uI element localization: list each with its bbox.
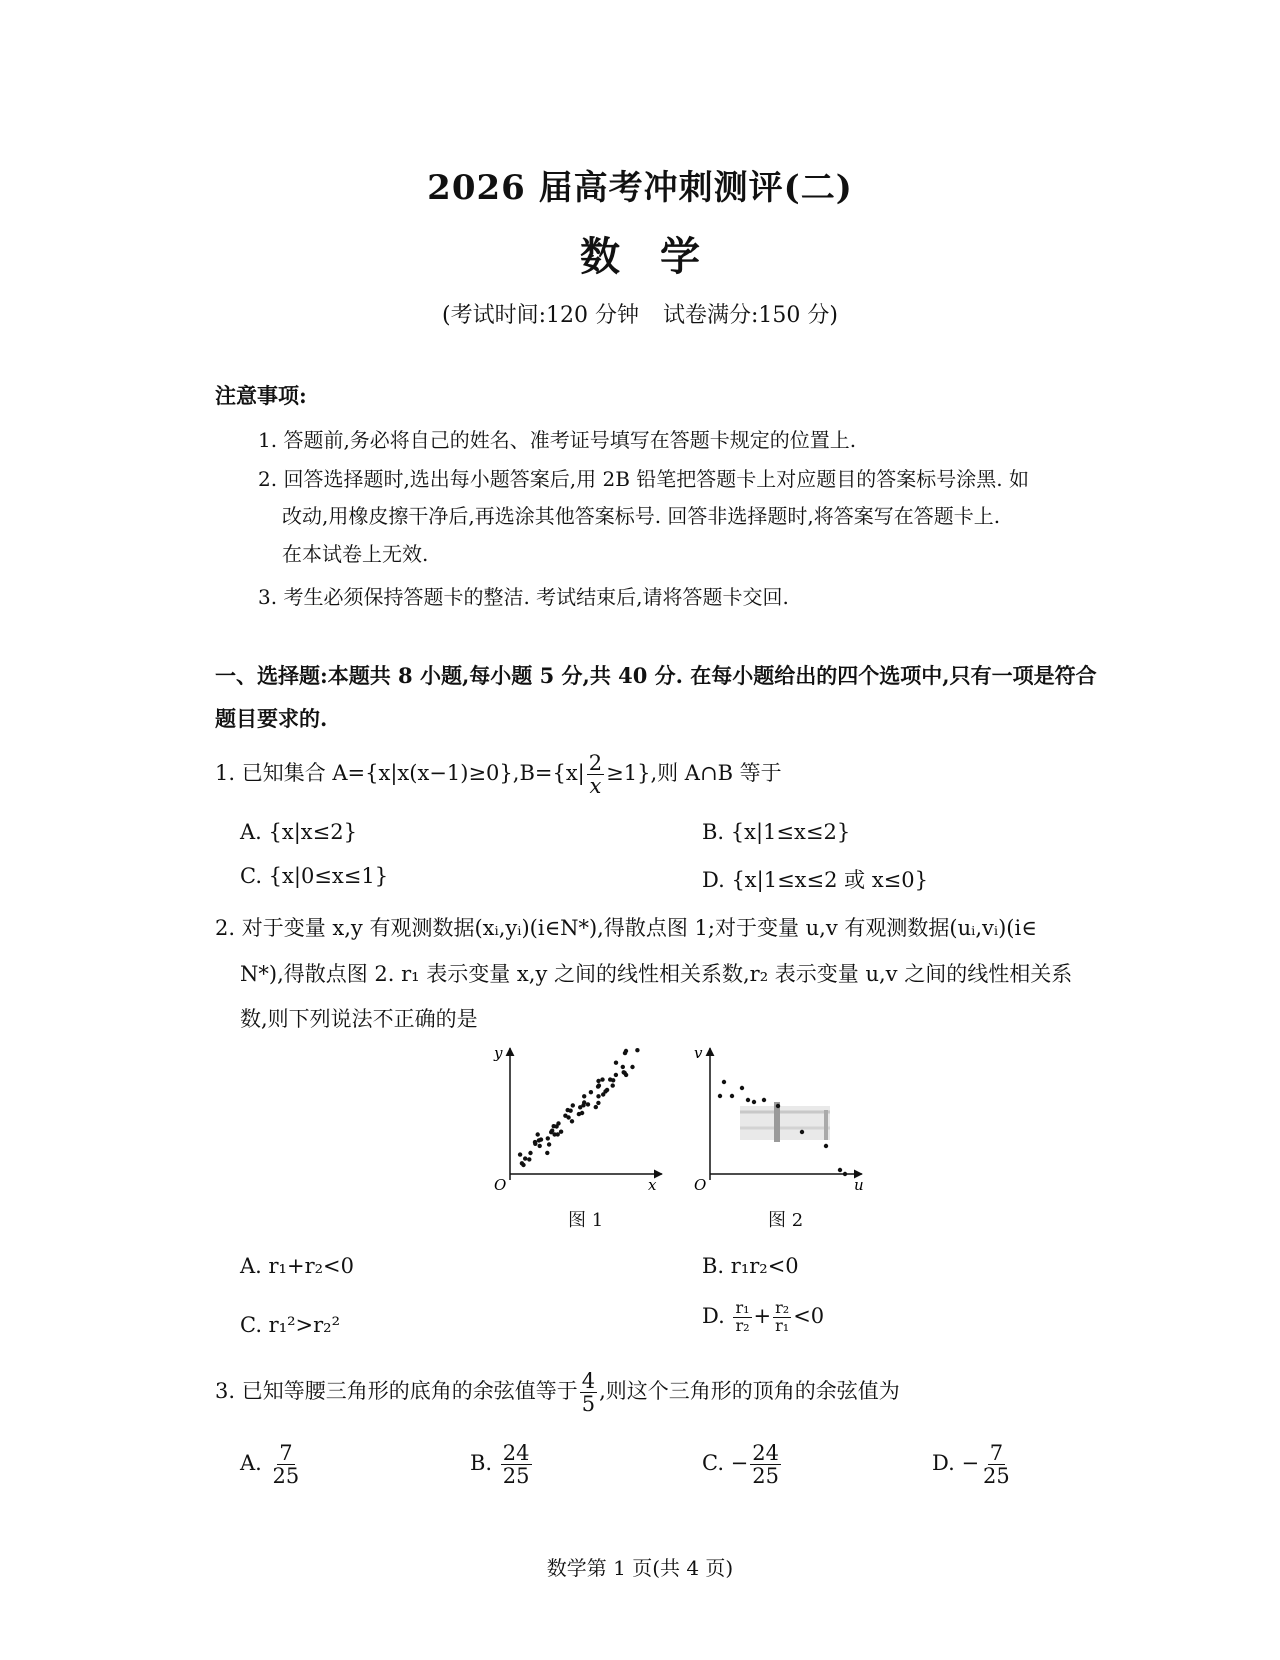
scatter-point [545, 1151, 549, 1155]
question-3-option-d [932, 1442, 1014, 1487]
question-2-option-c: C. r₁²>r₂² [240, 1313, 341, 1337]
scatter-point [546, 1136, 550, 1140]
question-1-fraction [587, 752, 604, 797]
scatter-point [582, 1100, 586, 1104]
scatter-point [550, 1129, 554, 1133]
fraction-denominator: r₂ [735, 1315, 750, 1335]
fraction-denominator: 25 [752, 1464, 779, 1489]
question-1-option-d: D. {x|1≤x≤2 或 x≤0} [702, 868, 928, 892]
scatter-point [556, 1121, 560, 1125]
question-1-option-a: A. {x|x≤2} [240, 820, 357, 844]
fraction-numerator: 7 [989, 1441, 1004, 1465]
question-1-option-b: B. {x|1≤x≤2} [702, 820, 851, 844]
notice-item-2-line-2: 改动,用橡皮擦干净后,再选涂其他答案标号. 回答非选择题时,将答案写在答题卡上. [282, 504, 1001, 528]
option-label: B. [470, 1451, 493, 1476]
scatter-point [600, 1077, 604, 1081]
question-3-stem-part-a: 3. 已知等腰三角形的底角的余弦值等于 [215, 1379, 578, 1404]
scatter-point [582, 1094, 586, 1098]
question-3-option-c [702, 1442, 783, 1487]
scatter-point [589, 1090, 593, 1094]
notice-heading: 注意事项: [215, 383, 307, 408]
scatter-point [611, 1083, 615, 1087]
option-label: D. − [932, 1451, 980, 1476]
exam-score: 试卷满分:150 分) [663, 303, 838, 328]
scatter-point [605, 1088, 609, 1092]
scatter-point [536, 1132, 540, 1136]
question-2-stem-line-1: 2. 对于变量 x,y 有观测数据(xᵢ,yᵢ)(i∈N*),得散点图 1;对于变量 u,v 有观测数据(uᵢ,vᵢ)(i∈ [215, 916, 1037, 940]
exam-title: 2026 届高考冲刺测评(二) [427, 168, 853, 208]
figure-2-caption: 图 2 [768, 1210, 804, 1231]
scatter-point [596, 1101, 600, 1105]
scatter-point [570, 1119, 574, 1123]
option-d-fraction-2 [773, 1300, 791, 1335]
question-3-stem-part-b: ,则这个三角形的顶角的余弦值为 [599, 1379, 900, 1404]
notice-item-2-line-3: 在本试卷上无效. [282, 542, 429, 566]
option-fraction [271, 1442, 302, 1487]
fig1-y-label: y [494, 1044, 503, 1062]
fig2-x-label: u [854, 1176, 864, 1190]
option-fraction [501, 1442, 532, 1487]
scatter-point [533, 1142, 537, 1146]
question-3-fraction [580, 1370, 597, 1415]
fraction-denominator: 25 [502, 1464, 530, 1489]
scatter-point [528, 1151, 532, 1155]
page-footer: 数学第 1 页(共 4 页) [546, 1556, 734, 1580]
scatter-point [568, 1109, 572, 1113]
question-1-option-c: C. {x|0≤x≤1} [240, 864, 389, 888]
scatter-point [824, 1144, 828, 1148]
scatter-point [843, 1172, 847, 1176]
scatter-point [559, 1130, 563, 1134]
question-3-stem [215, 1370, 900, 1415]
option-fraction [981, 1442, 1012, 1487]
section-1-heading-line-2: 题目要求的. [215, 706, 328, 731]
fraction-numerator: 2 [588, 751, 603, 775]
fig2-origin: O [694, 1176, 707, 1190]
scatter-point [523, 1156, 527, 1160]
scatter-point [740, 1086, 744, 1090]
fraction-denominator: 25 [983, 1464, 1010, 1489]
notice-item-1: 1. 答题前,务必将自己的姓名、准考证号填写在答题卡规定的位置上. [258, 428, 857, 452]
fraction-denominator: x [589, 774, 602, 799]
question-2-option-d [702, 1300, 824, 1335]
scatter-point [594, 1105, 598, 1109]
scatter-point [718, 1094, 722, 1098]
inequality: <0 [793, 1303, 825, 1328]
fig1-points [518, 1048, 640, 1167]
scatter-point [614, 1061, 618, 1065]
fraction-denominator: 5 [581, 1392, 596, 1417]
scatter-point [578, 1105, 582, 1109]
notice-item-2-line-1: 2. 回答选择题时,选出每小题答案后,用 2B 铅笔把答题卡上对应题目的答案标号涂黑. 如 [258, 467, 1030, 491]
subject-title: 数学 [580, 233, 740, 280]
question-2-stem-line-2: N*),得散点图 2. r₁ 表示变量 x,y 之间的线性相关系数,r₂ 表示变量 u,v 之间的线性相关系 [240, 962, 1073, 986]
scatter-point [722, 1080, 726, 1084]
fraction-numerator: 24 [752, 1441, 779, 1465]
scatter-point [586, 1102, 590, 1106]
fraction-numerator: 24 [502, 1441, 530, 1465]
scatter-point [611, 1078, 615, 1082]
scatter-point [635, 1048, 639, 1052]
notice-item-3: 3. 考生必须保持答题卡的整洁. 考试结束后,请将答题卡交回. [258, 585, 789, 609]
option-label: C. − [702, 1451, 749, 1476]
scatter-point [566, 1115, 570, 1119]
scatter-point [571, 1103, 575, 1107]
scatter-point [596, 1079, 600, 1083]
scatter-point [752, 1100, 756, 1104]
fraction-denominator: 25 [272, 1464, 300, 1489]
question-3-option-a [240, 1442, 303, 1487]
fraction-numerator: r₂ [775, 1298, 790, 1317]
question-1-stem-part-b: ≥1},则 A∩B 等于 [606, 761, 782, 786]
scatter-point [838, 1168, 842, 1172]
plus-sign: + [753, 1303, 772, 1328]
fraction-numerator: r₁ [735, 1298, 750, 1317]
scatter-point [746, 1098, 750, 1102]
exam-time: (考试时间:120 分钟 [442, 303, 639, 328]
scatter-point [580, 1111, 584, 1115]
scatter-point [518, 1152, 522, 1156]
figure-1-caption: 图 1 [568, 1210, 604, 1231]
exam-info [0, 298, 1280, 329]
scatter-point [539, 1137, 543, 1141]
option-label: A. [240, 1451, 262, 1476]
question-1-stem [215, 752, 782, 797]
scatter-point [527, 1157, 531, 1161]
fraction-numerator: 7 [279, 1441, 293, 1465]
scatter-point [601, 1092, 605, 1096]
fraction-denominator: r₁ [775, 1315, 790, 1335]
question-1-stem-part-a: 1. 已知集合 A={x|x(x−1)≥0},B={x| [215, 761, 585, 786]
fig2-y-label: v [694, 1044, 703, 1062]
fig1-origin: O [494, 1176, 507, 1190]
scatter-point [630, 1065, 634, 1069]
fig2-blurred-region [740, 1102, 830, 1142]
option-d-fraction-1 [733, 1300, 751, 1335]
scatter-point [762, 1098, 766, 1102]
fraction-numerator: 4 [581, 1369, 596, 1393]
scatter-point [547, 1142, 551, 1146]
scatter-point [597, 1083, 601, 1087]
fig1-x-label: x [648, 1176, 657, 1190]
question-3-option-b [470, 1442, 534, 1487]
option-fraction [750, 1442, 781, 1487]
scatter-point [624, 1049, 628, 1053]
scatter-point [621, 1065, 625, 1069]
scatter-point [521, 1163, 525, 1167]
question-2-option-a: A. r₁+r₂<0 [240, 1254, 354, 1278]
scatter-point [538, 1144, 542, 1148]
scatter-plot-2 [690, 1040, 870, 1190]
scatter-point [614, 1073, 618, 1077]
section-1-heading: 一、选择题:本题共 8 小题,每小题 5 分,共 40 分. 在每小题给出的四个选项中,只有一项是符合 [215, 663, 1097, 688]
option-label: D. [702, 1303, 725, 1328]
scatter-point [730, 1094, 734, 1098]
scatter-point [776, 1104, 780, 1108]
scatter-point [622, 1070, 626, 1074]
scatter-plot-1 [490, 1040, 670, 1190]
scatter-point [800, 1130, 804, 1134]
question-2-option-b: B. r₁r₂<0 [702, 1254, 799, 1278]
question-2-stem-line-3: 数,则下列说法不正确的是 [240, 1007, 478, 1031]
scatter-point [596, 1094, 600, 1098]
